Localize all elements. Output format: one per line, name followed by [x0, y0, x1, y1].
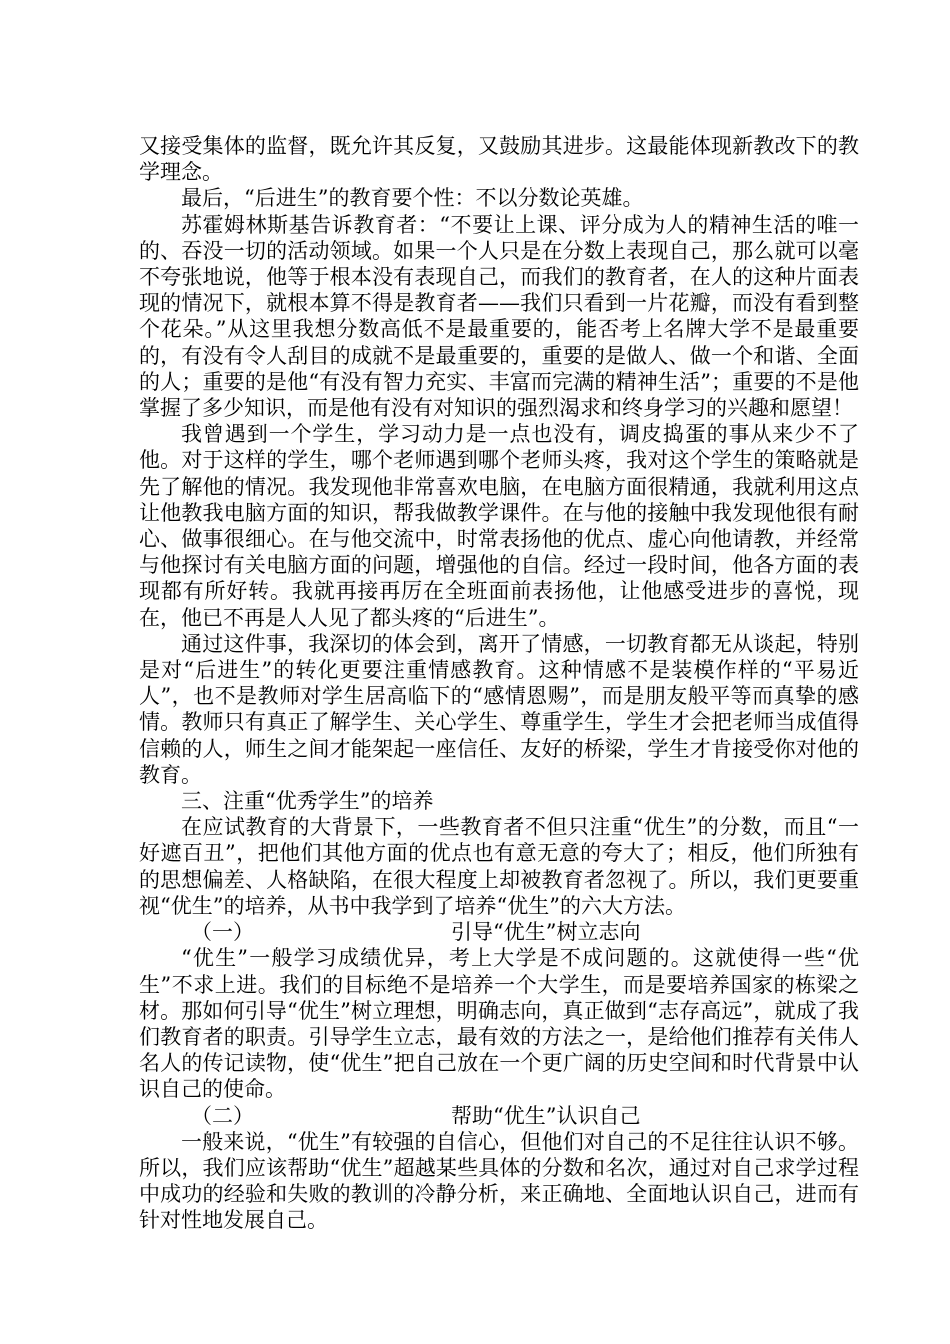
paragraph-student-story: 我曾遇到一个学生，学习动力是一点也没有，调皮捣蛋的事从来少不了他。对于这样的学生，哪个老师遇到哪个老师头疼，我对这个学生的策略就是先了解他的情况。我发现他非常喜欢电脑，在电脑方面很精通，我就利用这点让他教我电脑方面的知识，帮我做教学课件。在与他的接触中我发现他很有耐心、做事很细心。在与他交流中，时常表扬他的优点、虚心向他请教，并经常与他探讨有关电脑方面的问题，增强他的自信。经过一段时间，他各方面的表现都有所好转。我就再接再厉在全班面前表扬他，让他感受进步的喜悦，现在，他已不再是人人见了都头疼的“后进生”。: [139, 422, 859, 630]
paragraph-continuation: 又接受集体的监督，既允许其反复，又鼓励其进步。这最能体现新教改下的教学理念。: [139, 134, 859, 185]
subheading-number: （一）: [191, 920, 254, 945]
document-page: [139, 133, 859, 1234]
paragraph-self-awareness: 一般来说，“优生”有较强的自信心，但他们对自己的不足往往认识不够。所以，我们应该帮助“优生”超越某些具体的分数和名次，通过对自己求学过程中成功的经验和失败的教训的冷静分析，来正确地、全面地认识自己，进而有针对性地发展自己。: [139, 1129, 859, 1233]
subheading-guide-aspirations: [139, 919, 859, 945]
paragraph-guide-aspirations: “优生”一般学习成绩优异，考上大学是不成问题的。这就使得一些“优生”不求上进。我们的目标绝不是培养一个大学生，而是要培养国家的栋梁之材。那如何引导“优生”树立理想，明确志向，真正做到“志存高远”，就成了我们教育者的职责。引导学生立志，最有效的方法之一，是给他们推荐有关伟人名人的传记读物，使“优生”把自己放在一个更广阔的历史空间和时代背景中认识自己的使命。: [139, 946, 859, 1102]
paragraph-exam-background: 在应试教育的大背景下，一些教育者不但只注重“优生”的分数，而且“一好遮百丑”，把他们其他方面的优点也有意无意的夸大了；相反，他们所独有的思想偏差、人格缺陷，在很大程度上却被教育者忽视了。所以，我们更要重视“优生”的培养，从书中我学到了培养“优生”的六大方法。: [139, 815, 859, 918]
subheading-self-awareness: [139, 1103, 859, 1129]
paragraph-sukhomlinsky-quote: 苏霍姆林斯基告诉教育者：“不要让上课、评分成为人的精神生活的唯一的、吞没一切的活动领域。如果一个人只是在分数上表现自己，那么就可以毫不夸张地说，他等于根本没有表现自己，而我们的教育者，在人的这种片面表现的情况下，就根本算不得是教育者——我们只看到一片花瓣，而没有看到整个花朵。”从这里我想分数高低不是最重要的，能否考上名牌大学不是最重要的，有没有令人刮目的成就不是最重要的，重要的是做人、做一个和谐、全面的人；重要的是他“有没有智力充实、丰富而完满的精神生活”；重要的不是他掌握了多少知识，而是他有没有对知识的强烈渴求和终身学习的兴趣和愿望！: [139, 212, 859, 421]
paragraph-emotion-education: 通过这件事，我深切的体会到，离开了情感，一切教育都无从谈起，特别是对“后进生”的转化更要注重情感教育。这种情感不是装模作样的“平易近人”，也不是教师对学生居高临下的“感情恩赐”，而是朋友般平等而真挚的感情。教师只有真正了解学生、关心学生、尊重学生，学生才会把老师当成值得信赖的人，师生之间才能架起一座信任、友好的桥梁，学生才肯接受你对他的教育。: [139, 631, 859, 787]
subheading-title: 帮助“优生”认识自己: [451, 1103, 641, 1128]
paragraph-finally: 最后，“后进生”的教育要个性：不以分数论英雄。: [181, 186, 644, 211]
subheading-number: （二）: [191, 1103, 254, 1128]
subheading-title: 引导“优生”树立志向: [451, 920, 641, 945]
section-heading-excellent-students: 三、注重“优秀学生”的培养: [181, 789, 434, 814]
